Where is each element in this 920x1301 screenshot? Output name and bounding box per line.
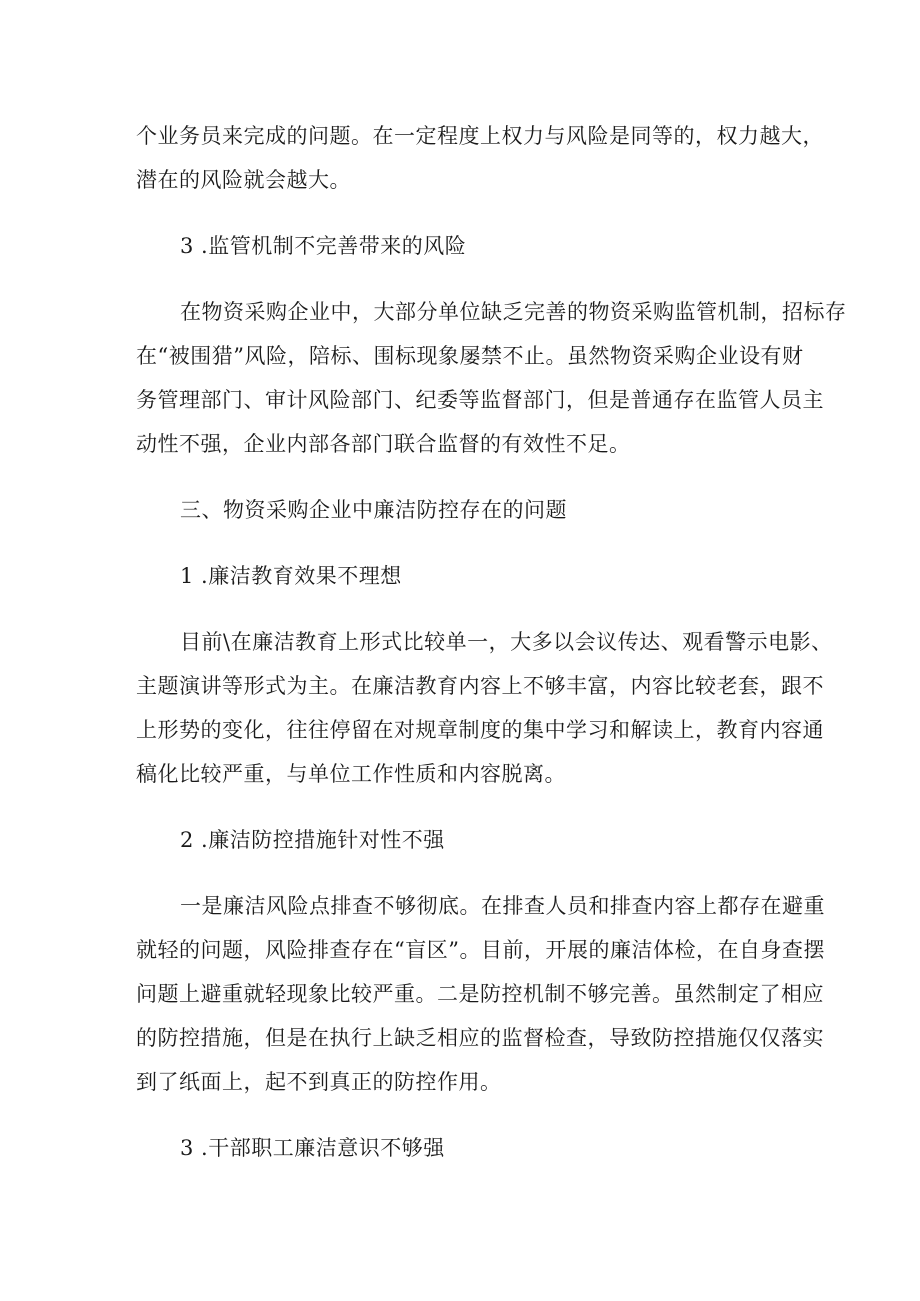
- paragraph-line: 在“被围猎”风险，陪标、围标现象屡禁不止。虽然物资采购企业设有财: [136, 344, 804, 368]
- paragraph-line: 上形势的变化，往往停留在对规章制度的集中学习和解读上，教育内容通: [136, 718, 824, 742]
- paragraph-line: 个业务员来完成的问题。在一定程度上权力与风险是同等的，权力越大，: [136, 124, 824, 148]
- section-heading: 3 .监管机制不完善带来的风险: [180, 234, 467, 258]
- section-heading: 1 .廉洁教育效果不理想: [180, 564, 402, 588]
- section-heading: 3 .干部职工廉洁意识不够强: [180, 1136, 445, 1160]
- paragraph-line: 潜在的风险就会越大。: [136, 168, 351, 192]
- paragraph-line: 就轻的问题，风险排查存在“盲区”。目前，开展的廉洁体检，在自身查摆: [136, 938, 825, 962]
- paragraph-line: 目前\在廉洁教育上形式比较单一，大多以会议传达、观看警示电影、: [180, 630, 833, 654]
- paragraph-line: 务管理部门、审计风险部门、纪委等监督部门，但是普通存在监管人员主: [136, 388, 824, 412]
- paragraph-line: 一是廉洁风险点排查不够彻底。在排查人员和排查内容上都存在避重: [180, 894, 825, 918]
- paragraph-line: 的防控措施，但是在执行上缺乏相应的监督检查，导致防控措施仅仅落实: [136, 1026, 824, 1050]
- paragraph-line: 在物资采购企业中，大部分单位缺乏完善的物资采购监管机制，招标存: [180, 300, 847, 324]
- paragraph-line: 动性不强，企业内部各部门联合监督的有效性不足。: [136, 432, 631, 456]
- paragraph-line: 稿化比较严重，与单位工作性质和内容脱离。: [136, 762, 566, 786]
- paragraph-line: 主题演讲等形式为主。在廉洁教育内容上不够丰富，内容比较老套，跟不: [136, 674, 824, 698]
- section-heading: 2 .廉洁防控措施针对性不强: [180, 828, 445, 852]
- paragraph-line: 到了纸面上，起不到真正的防控作用。: [136, 1070, 502, 1094]
- paragraph-line: 问题上避重就轻现象比较严重。二是防控机制不够完善。虽然制定了相应: [136, 982, 824, 1006]
- chapter-heading: 三、物资采购企业中廉洁防控存在的问题: [180, 498, 567, 522]
